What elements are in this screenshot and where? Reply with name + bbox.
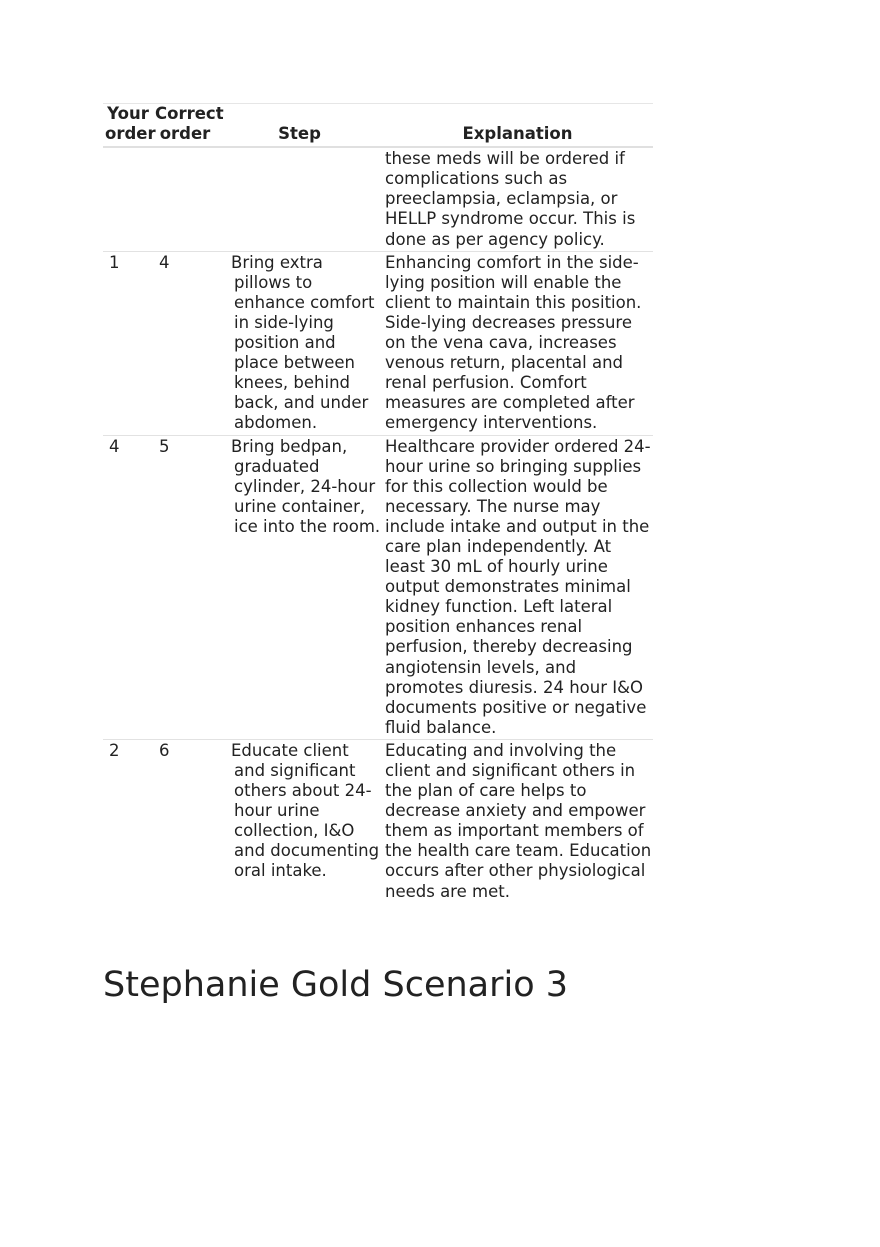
header-correct-order: Correct order bbox=[153, 104, 217, 148]
cell-correct-order: 6 bbox=[159, 740, 170, 760]
cell-your-order: 4 bbox=[103, 435, 153, 739]
cell-explanation: Healthcare provider ordered 24-hour urine so bringing supplies for this collection would be necessary. The nurse may include intake and output in the care plan independently. At least 30 mL of hourly urine output demonstrates minimal kidney function. Left lateral position enhances renal perfusion, thereby decreasing angiotensin levels, and promotes diuresis. 24 hour I&O documents positive or negative fluid balance. bbox=[382, 435, 653, 739]
header-explanation: Explanation bbox=[382, 104, 653, 148]
cell-your-order: 1 bbox=[103, 251, 153, 435]
header-step: Step bbox=[217, 104, 382, 148]
table-row bbox=[103, 251, 653, 435]
table-row-continuation bbox=[103, 147, 653, 251]
cell-step bbox=[217, 739, 382, 902]
section-title: Stephanie Gold Scenario 3 bbox=[103, 965, 569, 1005]
step-text: Bring extra pillows to enhance comfort in side-lying position and place between knees, behind back, and under abdomen. bbox=[231, 252, 375, 433]
cell-your-order: 2 bbox=[109, 740, 120, 760]
cell-correct-order: 5 bbox=[153, 435, 217, 739]
header-your-order: Your order bbox=[103, 104, 153, 148]
steps-table bbox=[103, 103, 653, 903]
cell-empty bbox=[103, 147, 153, 251]
step-text: Educate client and significant others about 24-hour urine collection, I&O and documenting oral intake. bbox=[231, 740, 380, 881]
table-row bbox=[103, 435, 653, 739]
table-header-row bbox=[103, 104, 653, 148]
cell-correct-order: 4 bbox=[153, 251, 217, 435]
step-text: Bring bedpan, graduated cylinder, 24-hour urine container, ice into the room. bbox=[231, 436, 381, 536]
table-row bbox=[103, 739, 653, 902]
cell-empty bbox=[153, 147, 217, 251]
cell-explanation: Educating and involving the client and significant others in the plan of care helps to decrease anxiety and empower them as important members of the health care team. Education occurs after other physiological needs are met. bbox=[385, 740, 652, 901]
cell-explanation: Enhancing comfort in the side-lying position will enable the client to maintain this position. Side-lying decreases pressure on the vena cava, increases venous return, placental and renal perfusion. Comfort measures are completed after emergency interventions. bbox=[382, 251, 653, 435]
cell-step bbox=[217, 251, 382, 435]
cell-empty bbox=[217, 147, 382, 251]
cell-step bbox=[217, 435, 382, 739]
cell-explanation: these meds will be ordered if complications such as preeclampsia, eclampsia, or HELLP syndrome occur. This is done as per agency policy. bbox=[382, 147, 653, 251]
